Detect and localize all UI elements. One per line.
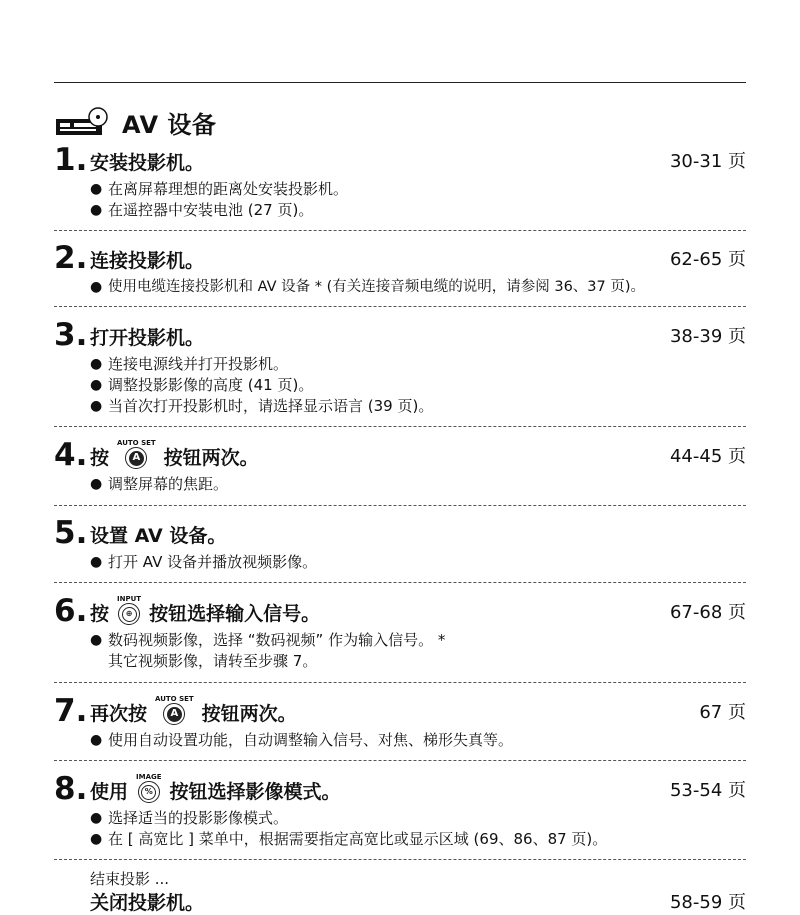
ending-step-title: 关闭投影机。 bbox=[90, 892, 205, 914]
av-device-icon bbox=[54, 107, 112, 137]
step-2 bbox=[54, 241, 746, 298]
section-header bbox=[54, 104, 216, 140]
step-5 bbox=[54, 516, 746, 573]
bullet-item: ● 使用自动设置功能，自动调整输入信号、对焦、梯形失真等。 bbox=[90, 730, 746, 751]
step-title bbox=[90, 696, 297, 726]
step-number: 2. bbox=[54, 240, 88, 276]
button-glyph: % bbox=[141, 785, 156, 800]
bullet-item: ● 在遥控器中安装电池 (27 页)。 bbox=[90, 200, 746, 221]
ending-note: 结束投影 ... bbox=[90, 870, 170, 888]
step-title-suffix: 按钮两次。 bbox=[201, 703, 297, 725]
button-glyph: ⊕ bbox=[122, 607, 137, 622]
page-reference: 58-59 页 bbox=[669, 892, 746, 913]
step-title: 安装投影机。 bbox=[90, 152, 205, 174]
bullet-item: ● 当首次打开投影机时，请选择显示语言 (39 页)。 bbox=[90, 396, 746, 417]
step-number: 5. bbox=[54, 515, 88, 551]
bullet-item: ● 连接电源线并打开投影机。 bbox=[90, 354, 746, 375]
step-number: 4. bbox=[54, 437, 88, 473]
step-title-suffix: 按钮选择影像模式。 bbox=[169, 781, 341, 803]
step-title bbox=[90, 774, 341, 804]
dashed-divider bbox=[54, 682, 746, 683]
page-reference: 38-39 页 bbox=[669, 326, 746, 347]
step-title bbox=[90, 596, 320, 626]
section-title: AV 设备 bbox=[122, 110, 217, 139]
step-title: 连接投影机。 bbox=[90, 250, 205, 272]
page-reference: 53-54 页 bbox=[669, 780, 746, 801]
step-title-prefix: 再次按 bbox=[90, 703, 148, 725]
step-title-prefix: 按 bbox=[90, 603, 110, 625]
dashed-divider bbox=[54, 760, 746, 761]
step-title-suffix: 按钮两次。 bbox=[163, 447, 259, 469]
page-reference: 62-65 页 bbox=[669, 249, 746, 270]
step-number: 3. bbox=[54, 317, 88, 353]
bullet-item: ● 在离屏幕理想的距离处安装投影机。 bbox=[90, 179, 746, 200]
input-button-icon bbox=[117, 595, 141, 625]
step-number: 1. bbox=[54, 142, 88, 178]
button-caption: IMAGE bbox=[136, 773, 162, 781]
bullet-item: ● 选择适当的投影影像模式。 bbox=[90, 808, 746, 829]
step-title-suffix: 按钮选择输入信号。 bbox=[149, 603, 321, 625]
bullet-item: ● 调整投影影像的高度 (41 页)。 bbox=[90, 375, 746, 396]
auto-set-button-icon bbox=[117, 439, 156, 469]
bullet-item: ● 数码视频影像，选择 “数码视频” 作为输入信号。 * bbox=[90, 630, 746, 651]
step-8 bbox=[54, 772, 746, 850]
bullet-item: ● 在 [ 高宽比 ] 菜单中，根据需要指定高宽比或显示区域 (69、86、87 页)。 bbox=[90, 829, 746, 850]
bullet-item: ● 使用电缆连接投影机和 AV 设备 * (有关连接音频电缆的说明，请参阅 36、37 页)。 bbox=[90, 277, 746, 298]
step-7 bbox=[54, 694, 746, 751]
bullet-item: ● 打开 AV 设备并播放视频影像。 bbox=[90, 552, 746, 573]
dashed-divider bbox=[54, 230, 746, 231]
dashed-divider bbox=[54, 505, 746, 506]
top-rule bbox=[54, 82, 746, 83]
step-number: 8. bbox=[54, 771, 88, 807]
step-number: 6. bbox=[54, 593, 88, 629]
step-title-prefix: 使用 bbox=[90, 781, 129, 803]
step-title bbox=[90, 440, 259, 470]
button-caption: AUTO SET bbox=[155, 695, 194, 703]
button-caption: AUTO SET bbox=[117, 439, 156, 447]
bullet-item: ● 调整屏幕的焦距。 bbox=[90, 474, 746, 495]
step-number: 7. bbox=[54, 693, 88, 729]
step-title-prefix: 按 bbox=[90, 447, 110, 469]
dashed-divider bbox=[54, 426, 746, 427]
dashed-divider bbox=[54, 306, 746, 307]
button-glyph: A bbox=[129, 451, 144, 466]
button-glyph: A bbox=[167, 707, 182, 722]
step-1 bbox=[54, 143, 746, 221]
step-4 bbox=[54, 438, 746, 495]
button-caption: INPUT bbox=[117, 595, 142, 603]
dashed-divider bbox=[54, 582, 746, 583]
step-3 bbox=[54, 318, 746, 417]
page-reference: 67-68 页 bbox=[669, 602, 746, 623]
bullet-continuation: 其它视频影像，请转至步骤 7。 bbox=[108, 652, 318, 670]
page-reference: 67 页 bbox=[699, 702, 746, 723]
auto-set-button-icon bbox=[155, 695, 194, 725]
page-reference: 30-31 页 bbox=[669, 151, 746, 172]
page-reference: 44-45 页 bbox=[669, 446, 746, 467]
step-title: 打开投影机。 bbox=[90, 327, 205, 349]
step-title: 设置 AV 设备。 bbox=[90, 525, 227, 547]
dashed-divider bbox=[54, 859, 746, 860]
step-6 bbox=[54, 594, 746, 672]
image-button-icon bbox=[136, 773, 162, 803]
